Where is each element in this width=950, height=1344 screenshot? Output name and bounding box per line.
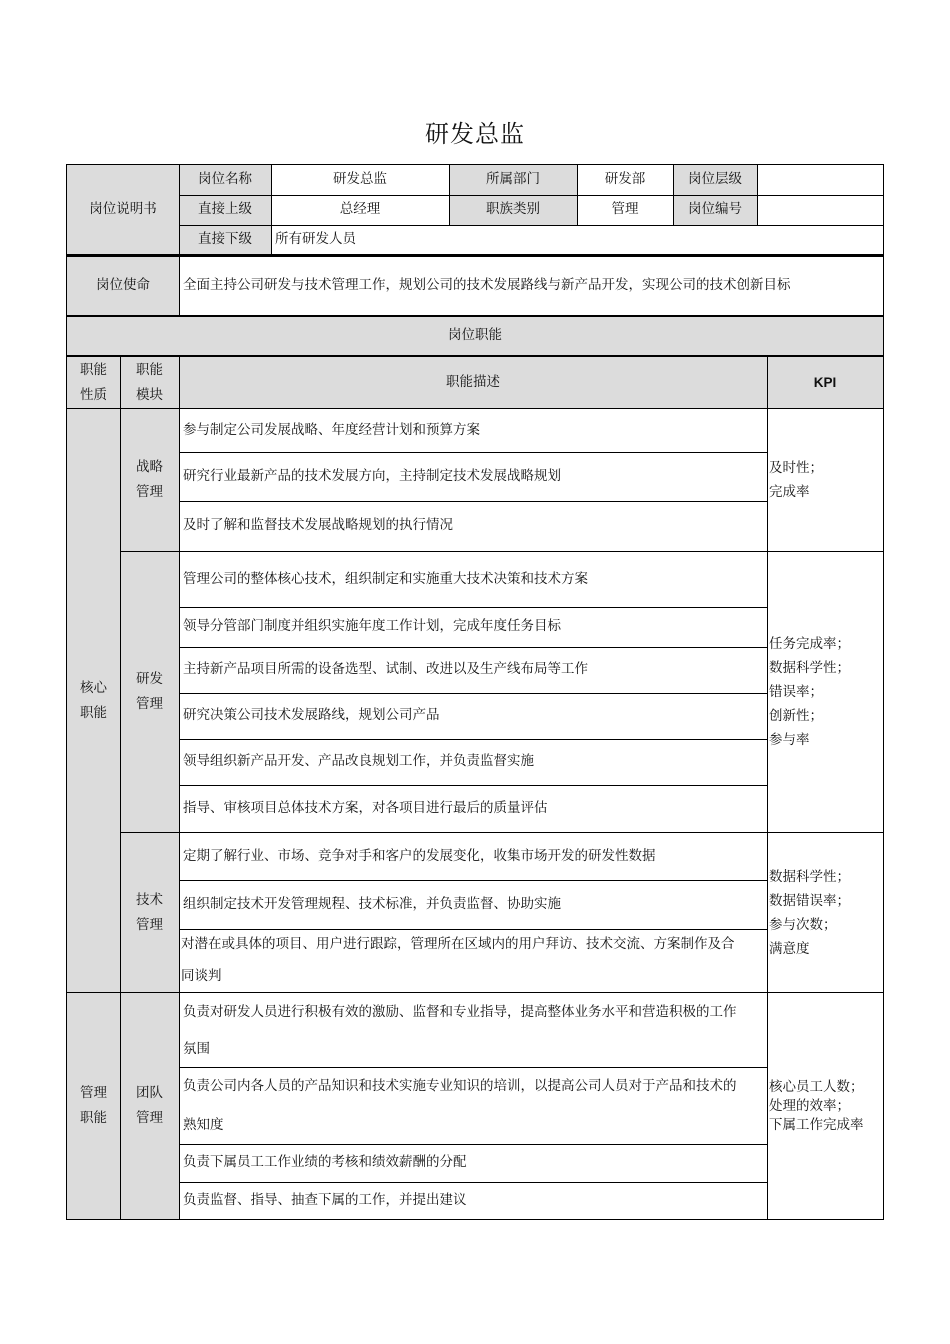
module-strategy: 战略 管理 — [120, 409, 179, 551]
team-item-3: 负责下属员工工作业绩的考核和绩效薪酬的分配 — [183, 1154, 467, 1171]
rd-item-6: 指导、审核项目总体技术方案，对各项目进行最后的质量评估 — [183, 799, 548, 816]
tech-item-3: 对潜在或具体的项目、用户进行跟踪，管理所在区域内的用户拜访、技术交流、方案制作及合 同谈判 — [181, 936, 735, 984]
job-description-table — [66, 164, 884, 1220]
label-job-code: 岗位编号 — [673, 195, 757, 225]
rd-item-2: 领导分管部门制度并组织实施年度工作计划，完成年度任务目标 — [183, 618, 561, 635]
col-header-module: 职能 模块 — [120, 357, 179, 408]
value-job-title: 研发总监 — [333, 171, 387, 188]
section-label-job-description: 岗位说明书 — [67, 165, 179, 255]
value-job-code — [757, 195, 883, 225]
strategy-kpi: 及时性； 完成率 — [769, 460, 823, 500]
page-title: 研发总监 — [425, 120, 525, 148]
label-department: 所属部门 — [449, 165, 577, 195]
col-header-nature: 职能 性质 — [67, 357, 120, 408]
col-header-kpi: KPI — [767, 357, 883, 408]
module-tech: 技术 管理 — [120, 833, 179, 992]
team-item-2: 负责公司内各人员的产品知识和技术实施专业知识的培训，以提高公司人员对于产品和技术的 熟知度 — [183, 1078, 737, 1133]
label-job-title: 岗位名称 — [179, 165, 271, 195]
tech-item-1: 定期了解行业、市场、竞争对手和客户的发展变化，收集市场开发的研发性数据 — [183, 848, 656, 865]
label-job-family: 职族类别 — [449, 195, 577, 225]
team-item-4: 负责监督、指导、抽查下属的工作，并提出建议 — [183, 1191, 467, 1208]
rd-item-4: 研究决策公司技术发展路线，规划公司产品 — [183, 707, 440, 724]
label-job-level: 岗位层级 — [673, 165, 757, 195]
value-direct-subordinates: 所有研发人员 — [275, 231, 356, 248]
rd-item-5: 领导组织新产品开发、产品改良规划工作，并负责监督实施 — [183, 753, 534, 770]
col-header-description: 职能描述 — [179, 357, 767, 408]
label-direct-superior: 直接上级 — [179, 195, 271, 225]
rd-item-1: 管理公司的整体核心技术，组织制定和实施重大技术决策和技术方案 — [183, 570, 588, 587]
value-job-level — [757, 165, 883, 195]
strategy-item-1: 参与制定公司发展战略、年度经营计划和预算方案 — [183, 422, 480, 439]
tech-item-2: 组织制定技术开发管理规程、技术标准，并负责监督、协助实施 — [183, 896, 561, 913]
duties-section-title: 岗位职能 — [67, 317, 883, 355]
module-team: 团队 管理 — [120, 993, 179, 1219]
nature-core: 核心 职能 — [67, 409, 120, 992]
tech-kpi: 数据科学性； 数据错误率； 参与次数； 满意度 — [769, 868, 850, 957]
rd-item-3: 主持新产品项目所需的设备选型、试制、改进以及生产线布局等工作 — [183, 661, 588, 678]
rd-kpi: 任务完成率； 数据科学性； 错误率； 创新性； 参与率 — [769, 636, 850, 748]
mission-label: 岗位使命 — [67, 257, 179, 315]
value-direct-superior: 总经理 — [339, 201, 381, 218]
team-item-1: 负责对研发人员进行积极有效的激励、监督和专业指导，提高整体业务水平和营造积极的工作 氛围 — [183, 1004, 737, 1058]
value-job-family: 管理 — [611, 201, 639, 218]
mission-text: 全面主持公司研发与技术管理工作，规划公司的技术发展路线与新产品开发，实现公司的技术创新目标 — [183, 277, 791, 294]
module-rd: 研发 管理 — [120, 552, 179, 832]
nature-management: 管理 职能 — [67, 993, 120, 1219]
strategy-item-2: 研究行业最新产品的技术发展方向，主持制定技术发展战略规划 — [183, 468, 561, 485]
value-department: 研发部 — [604, 171, 646, 188]
team-kpi: 核心员工人数； 处理的效率； 下属工作完成率 — [769, 1078, 864, 1133]
label-direct-subordinates: 直接下级 — [179, 225, 271, 255]
strategy-item-3: 及时了解和监督技术发展战略规划的执行情况 — [183, 517, 453, 534]
